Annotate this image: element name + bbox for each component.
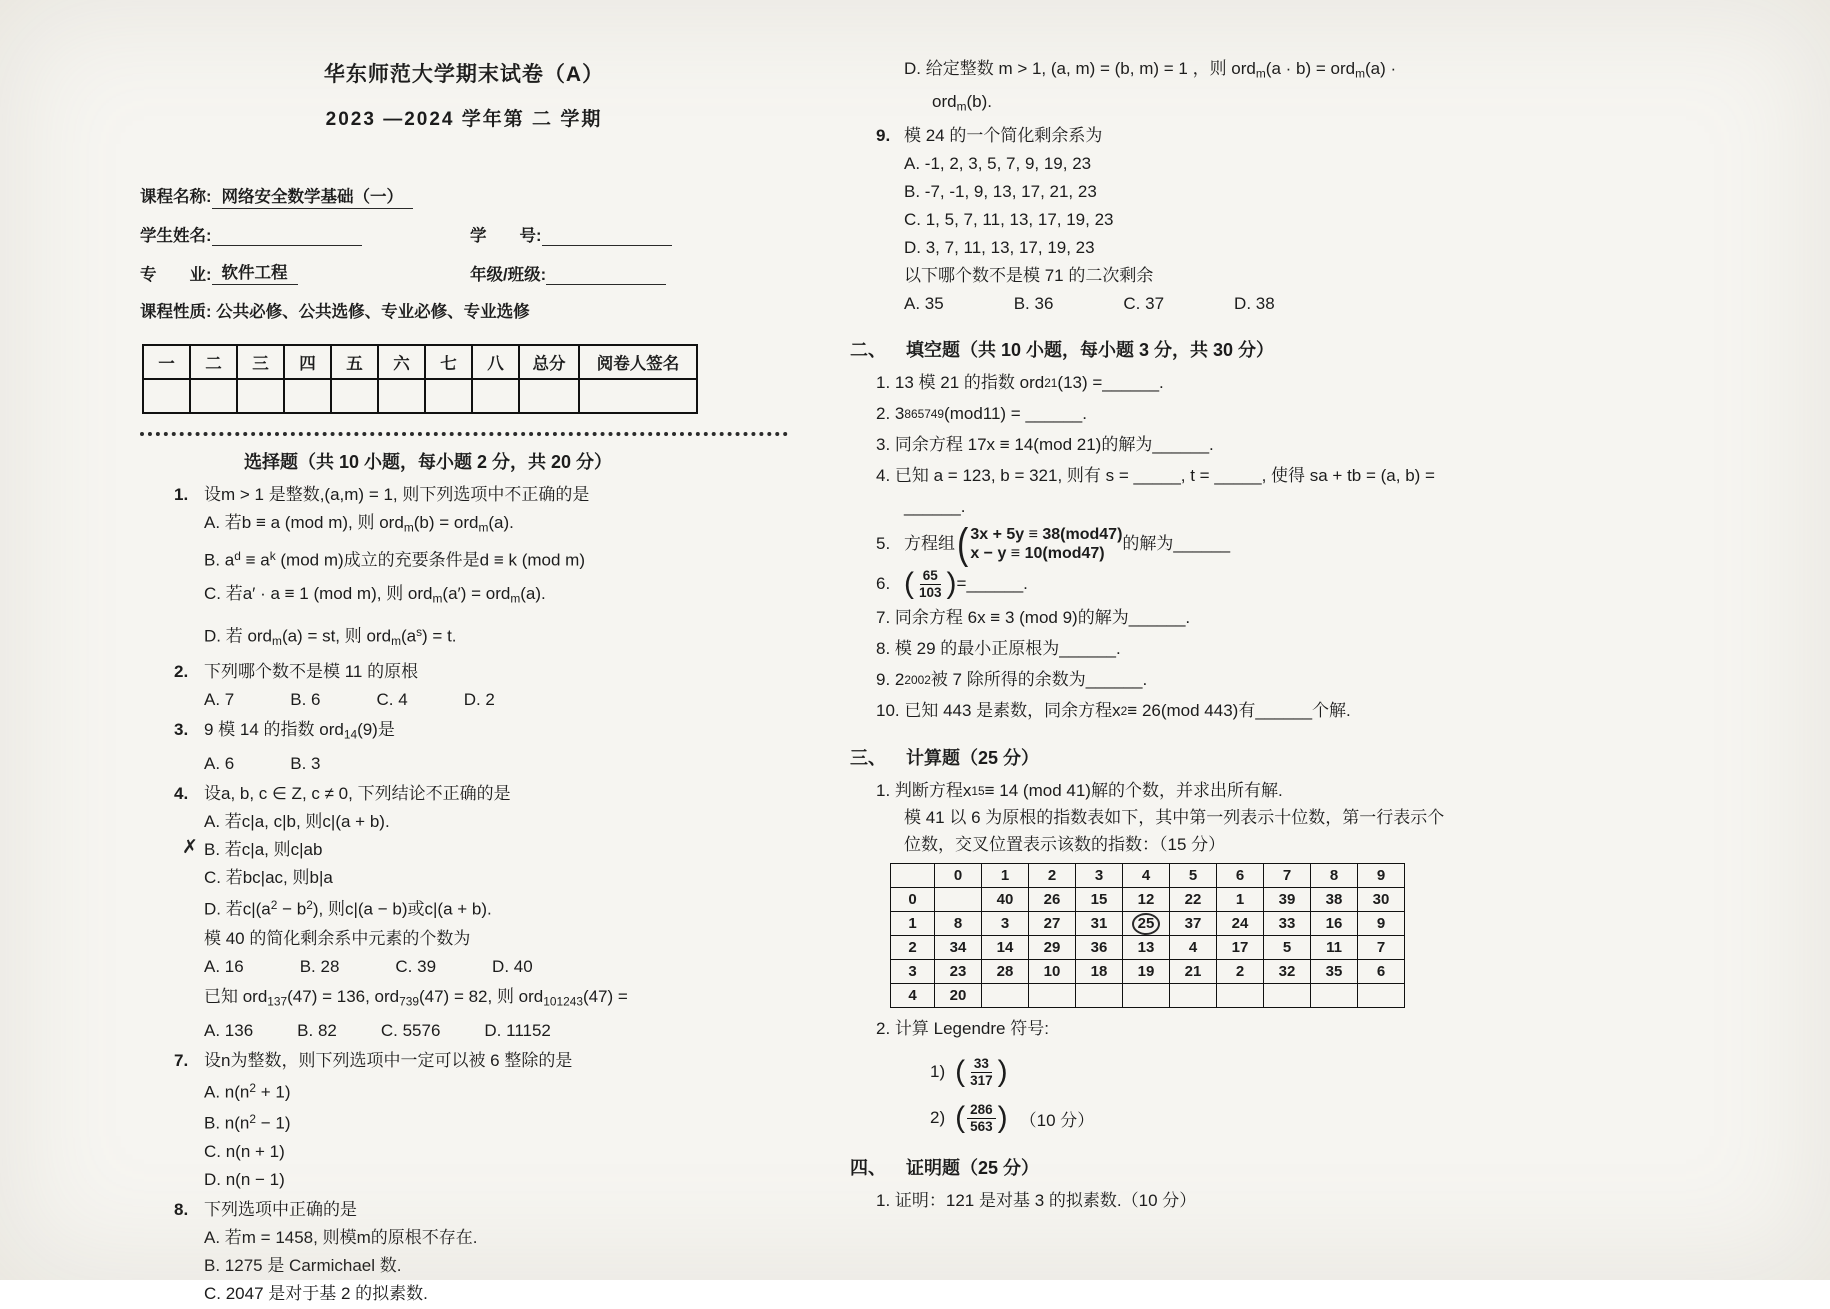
option-inline: C. 5576: [380, 1020, 441, 1040]
table-row: [891, 912, 1405, 936]
mcq-q8-option-d-line1: D. 给定整数 m > 1, (a, m) = (b, m) = 1 ，则 ord$_m$(a · b) = ord$_m$(a) ·: [904, 59, 1397, 81]
table-cell: 10: [1029, 960, 1076, 984]
table-cell: 4: [891, 984, 935, 1008]
comp-item-1-line1: 1. 判断方程x 15 ≡ 14 (mod 41)解的个数，并求出所有解.: [876, 781, 1283, 801]
question-stem: 9 模 14 的指数 ord$_{14}$(9)是: [204, 720, 395, 742]
option-line: B. $a^d \equiv a^k$ (mod m)成立的充要条件是d ≡ k (mod m): [204, 548, 585, 569]
table-row: [891, 864, 1405, 888]
left-column: [140, 58, 788, 1309]
table-cell: 2: [1029, 864, 1076, 888]
question-number: 8.: [174, 1199, 189, 1219]
table-cell: 3: [891, 960, 935, 984]
student-row: [140, 222, 788, 246]
table-cell: 2: [1217, 960, 1264, 984]
fraction-numerator: 286: [967, 1102, 996, 1119]
table-cell: 7: [1358, 936, 1405, 960]
table-cell: 1: [1217, 888, 1264, 912]
question-number: 9.: [876, 126, 891, 146]
fib-item-9: 9. 2 2002 被 7 除所得的余数为______.: [876, 670, 1148, 690]
comp-section-header: [850, 744, 1584, 770]
table-cell: 19: [1123, 960, 1170, 984]
major-field: [140, 259, 470, 285]
table-cell: [1029, 984, 1076, 1008]
table-cell: 11: [1311, 936, 1358, 960]
table-cell: 16: [1311, 912, 1358, 936]
section-title: 填空题（共 10 小题，每小题 3 分，共 30 分）: [906, 340, 1275, 361]
table-row: [891, 960, 1405, 984]
exam-title: 华东师范大学期末试卷（A）: [323, 63, 605, 86]
fib-item-5-prefix: 方程组: [904, 534, 955, 554]
question-stem: 模 24 的一个简化剩余系为: [904, 126, 1103, 146]
option-line: D. 3, 7, 11, 13, 17, 19, 23: [904, 238, 1095, 258]
option-line: D. 若 ord$_m$(a) = st, 则 $ord_m(a^s) = t$.: [204, 625, 457, 649]
option-inline: B. 3: [290, 753, 321, 773]
table-cell: 17: [1217, 936, 1264, 960]
table-cell: 35: [1311, 960, 1358, 984]
table-cell: 1: [891, 912, 935, 936]
option-text: B. 若c|a, 则c|ab: [204, 839, 323, 859]
index-table: [890, 863, 1405, 1008]
table-cell: [1123, 984, 1170, 1008]
table-cell: 18: [1076, 960, 1123, 984]
table-cell: 9: [1358, 864, 1405, 888]
student-id-label: 学 号:: [470, 227, 542, 245]
legendre-1-label: 1): [930, 1062, 946, 1082]
legendre-2-points: （10 分）: [1019, 1110, 1095, 1130]
mcq-q9-stem-row: [848, 123, 1584, 149]
student-name-field: [140, 222, 470, 246]
table-cell: 28: [982, 960, 1029, 984]
table-cell: 三: [237, 345, 284, 379]
table-cell: 3: [1076, 864, 1123, 888]
grade-label: 年级/班级:: [470, 266, 547, 284]
table-cell: 38: [1311, 888, 1358, 912]
item-number: 5.: [876, 534, 891, 554]
table-cell: 27: [1029, 912, 1076, 936]
mcq-q1-options: [204, 510, 788, 654]
question-number: 2.: [174, 662, 189, 682]
table-cell: 32: [1264, 960, 1311, 984]
option-line: B. 1275 是 Carmichael 数.: [204, 1255, 402, 1275]
table-cell: 6: [1217, 864, 1264, 888]
table-cell: 一: [143, 345, 190, 379]
table-row: [143, 345, 697, 379]
legendre-2-label: 2): [930, 1108, 946, 1128]
table-cell: [472, 379, 519, 413]
question-stem: 下列哪个数不是模 11 的原根: [204, 662, 419, 682]
item-number: 6.: [876, 574, 891, 594]
option-inline: A. 16: [204, 957, 244, 977]
section-number: 二、: [850, 340, 886, 361]
fib-item-7: 7. 同余方程 6x ≡ 3 (mod 9)的解为______.: [876, 608, 1191, 628]
table-cell: 36: [1076, 936, 1123, 960]
option-line: A. 若b ≡ a (mod m), 则 ord$_m$(b) = ord$_m$(a).: [204, 513, 514, 535]
section-title: 计算题（25 分）: [906, 748, 1040, 769]
table-cell: 七: [425, 345, 472, 379]
left-paren: (: [904, 567, 914, 601]
student-name-blank: [212, 227, 362, 246]
option-line: B. $n(n^2 - 1)$: [204, 1112, 291, 1133]
question-stem: 设m > 1 是整数,(a,m) = 1, 则下列选项中不正确的是: [204, 485, 590, 504]
proof-section-header: [850, 1154, 1584, 1180]
equation-1: 3x + 5y ≡ 38(mod47): [970, 526, 1123, 544]
option-inline: D. 40: [492, 957, 533, 977]
section-number: 三、: [850, 748, 886, 769]
right-column: [848, 56, 1584, 1219]
mcq-q3-options: [204, 751, 788, 776]
option-inline: B. 36: [1013, 294, 1054, 314]
student-id-blank: [542, 227, 672, 246]
table-cell: [237, 379, 284, 413]
legendre-symbol-fraction: [967, 1102, 996, 1134]
mcq-q6-options: [204, 1018, 788, 1043]
dotted-separator: [140, 432, 788, 436]
table-cell: 五: [331, 345, 378, 379]
mcq-q8-option-d-line2: ord$_m$(b).: [932, 91, 992, 114]
fib-section-header: [850, 336, 1584, 362]
table-cell: [519, 379, 579, 413]
table-cell: [891, 864, 935, 888]
fib-item-6: [848, 568, 1584, 600]
course-name-value: 网络安全数学基础（一）: [212, 183, 414, 209]
major-row: [140, 259, 788, 285]
option-inline: C. 4: [376, 690, 408, 710]
option-line: C. 若a′ · a ≡ 1 (mod m), 则 ord$_m$(a′) = ord$_m$(a).: [204, 583, 546, 606]
option-inline: A. 7: [204, 690, 235, 710]
table-cell: [331, 379, 378, 413]
major-value: 软件工程: [212, 259, 298, 285]
table-cell: 5: [1170, 864, 1217, 888]
mcq-q4-options: [182, 809, 788, 921]
fib-item-8: 8. 模 29 的最小正原根为______.: [876, 639, 1121, 659]
mcq-q5-stem-row: [140, 926, 788, 951]
table-cell: 8: [935, 912, 982, 936]
option-inline: D. 38: [1234, 294, 1275, 314]
fib-item-5-suffix: 的解为______: [1122, 534, 1231, 554]
table-cell: 22: [1170, 888, 1217, 912]
mcq-q4-stem-row: [140, 781, 788, 806]
table-cell: [1217, 984, 1264, 1008]
option-inline: A. 6: [204, 753, 235, 773]
table-row: [891, 984, 1405, 1008]
question-stem: 已知 ord$_{137}$(47) = 136, ord$_{739}$(47) = 82, 则 ord$_{101243}$(47) =: [204, 987, 628, 1009]
mcq-q6-stem-row: [140, 984, 788, 1015]
table-row: [891, 936, 1405, 960]
table-cell: 21: [1170, 960, 1217, 984]
legendre-item-2: [848, 1102, 1584, 1134]
mcq-q2-options: [204, 687, 788, 712]
fib-item-5: [848, 520, 1584, 568]
mcq-q10-options: [904, 291, 1584, 316]
table-cell: [378, 379, 425, 413]
table-cell: 26: [1029, 888, 1076, 912]
table-cell: 八: [472, 345, 519, 379]
option-line: C. 2047 是对于基 2 的拟素数.: [204, 1283, 428, 1303]
table-cell: [425, 379, 472, 413]
table-cell: 总分: [519, 345, 579, 379]
table-cell: [1264, 984, 1311, 1008]
fib-item-1: 1. 13 模 21 的指数 ord 21 (13) =______.: [876, 373, 1164, 393]
fraction-denominator: 563: [970, 1118, 993, 1134]
table-cell: 8: [1311, 864, 1358, 888]
table-cell: 四: [284, 345, 331, 379]
legendre-symbol-fraction: [967, 1056, 996, 1088]
mcq-q8-options: [204, 1225, 788, 1306]
table-cell: [935, 888, 982, 912]
table-row: [143, 379, 697, 413]
equation-2: x − y ≡ 10(mod47): [970, 545, 1105, 563]
mcq-q5-options: [204, 954, 788, 979]
fib-item-4-line1: 4. 已知 a = 123, b = 321, 则有 s = _____, t = _____, 使得 sa + tb = (a, b) =: [876, 466, 1435, 486]
table-cell: 23: [935, 960, 982, 984]
option-line: C. 1, 5, 7, 11, 13, 17, 19, 23: [904, 210, 1114, 230]
option-line: A. 若c|a, c|b, 则c|(a + b).: [204, 811, 390, 831]
table-cell: 15: [1076, 888, 1123, 912]
option-inline: C. 39: [395, 957, 437, 977]
table-cell: 4: [1170, 936, 1217, 960]
table-cell: [1123, 912, 1170, 936]
table-cell: 3: [982, 912, 1029, 936]
option-inline: B. 28: [299, 957, 340, 977]
grade-blank: [546, 266, 666, 285]
legendre-item-1: [848, 1056, 1584, 1088]
mcq-q1-stem-row: [140, 482, 788, 507]
comp-item-2-label: 2. 计算 Legendre 符号:: [876, 1019, 1049, 1039]
table-cell: 12: [1123, 888, 1170, 912]
mcq-q7-stem-row: [140, 1048, 788, 1073]
fib-item-3: 3. 同余方程 17x ≡ 14(mod 21)的解为______.: [876, 435, 1214, 455]
major-label: 专 业:: [140, 266, 212, 284]
option-line: A. -1, 2, 3, 5, 7, 9, 19, 23: [904, 154, 1092, 174]
student-id-field: [470, 222, 672, 246]
table-cell: 24: [1217, 912, 1264, 936]
option-inline: D. 2: [463, 690, 495, 710]
table-cell: [982, 984, 1029, 1008]
fib-item-6-suffix: =______.: [956, 574, 1028, 594]
table-cell: 33: [1264, 912, 1311, 936]
option-line: A. $n(n^2 + 1)$: [204, 1080, 291, 1102]
table-cell: 阅卷人签名: [579, 345, 697, 379]
question-number: 1.: [174, 485, 189, 504]
table-cell: 20: [935, 984, 982, 1008]
left-paren: (: [955, 1101, 966, 1135]
option-inline: C. 37: [1123, 294, 1165, 314]
mcq-q7-options: [204, 1076, 788, 1192]
table-cell: 13: [1123, 936, 1170, 960]
fraction-denominator: 317: [970, 1072, 993, 1088]
course-nature-value: 公共必修、公共选修、专业必修、专业选修: [216, 303, 530, 321]
course-nature-label: 课程性质:: [140, 303, 212, 321]
table-cell: 39: [1264, 888, 1311, 912]
question-stem: 设a, b, c ∈ Z, c ≠ 0, 下列结论不正确的是: [204, 783, 511, 803]
mcq-section-title: 选择题（共 10 小题，每小题 2 分，共 20 分）: [244, 452, 613, 472]
table-cell: 30: [1358, 888, 1405, 912]
option-line: C. 若bc|ac, 则b|a: [204, 867, 333, 887]
table-cell: 2: [891, 936, 935, 960]
option-inline: D. 11152: [484, 1020, 551, 1040]
question-stem: 设n为整数，则下列选项中一定可以被 6 整除的是: [204, 1050, 573, 1070]
fib-item-4-line2: ______.: [904, 497, 966, 517]
circled-value: 25: [1132, 913, 1160, 935]
fib-item-10: 10. 已知 443 是素数，同余方程x 2 ≡ 26(mod 443)有______个解.: [876, 701, 1351, 721]
mcq-q9-options: [848, 151, 1584, 261]
section-number: 四、: [850, 1158, 886, 1179]
course-name-label: 课程名称:: [140, 188, 212, 206]
score-table: [142, 344, 698, 414]
jacobi-symbol-fraction: [916, 568, 945, 600]
right-paren: ): [946, 567, 957, 601]
table-cell: [1358, 984, 1405, 1008]
table-cell: 0: [891, 888, 935, 912]
option-line: C. n(n + 1): [204, 1141, 285, 1161]
option-inline: B. 82: [297, 1020, 337, 1040]
comp-item-1-line2: 模 41 以 6 为原根的指数表如下，其中第一列表示十位数，第一行表示个: [904, 808, 1445, 828]
comp-item-1-line3: 位数，交叉位置表示该数的指数：（15 分）: [904, 835, 1226, 855]
fraction-numerator: 33: [971, 1056, 992, 1073]
table-cell: [1170, 984, 1217, 1008]
equation-system: [970, 525, 1122, 563]
table-cell: [579, 379, 697, 413]
table-cell: 5: [1264, 936, 1311, 960]
mcq-q2-stem-row: [140, 659, 788, 684]
section-title: 证明题（25 分）: [906, 1158, 1040, 1179]
exam-term: 2023 —2024 学年第 二 学期: [325, 109, 603, 130]
table-cell: 31: [1076, 912, 1123, 936]
table-cell: [284, 379, 331, 413]
question-number: 3.: [174, 720, 189, 740]
right-paren: ): [997, 1101, 1008, 1135]
table-cell: [1076, 984, 1123, 1008]
option-line: A. 若m = 1458, 则模m的原根不存在.: [204, 1227, 478, 1247]
right-paren: ): [997, 1055, 1008, 1089]
student-name-label: 学生姓名:: [140, 227, 212, 245]
table-row: [891, 888, 1405, 912]
option-line: D. n(n − 1): [204, 1169, 285, 1189]
option-line: B. -7, -1, 9, 13, 17, 21, 23: [904, 182, 1097, 202]
table-cell: 二: [190, 345, 237, 379]
option-line: D. 若$c|(a^2 - b^2)$, 则c|(a − b)或c|(a + b).: [204, 897, 492, 919]
fib-item-2: 2. 3 865749 (mod11) = ______.: [876, 404, 1087, 424]
table-cell: [143, 379, 190, 413]
question-stem: 下列选项中正确的是: [204, 1199, 357, 1219]
mcq-q8-stem-row: [140, 1197, 788, 1222]
question-stem: 模 40 的简化剩余系中元素的个数为: [204, 929, 471, 949]
table-cell: 34: [935, 936, 982, 960]
question-number: 7.: [174, 1050, 189, 1070]
option-inline: A. 35: [904, 294, 944, 314]
table-cell: 4: [1123, 864, 1170, 888]
table-cell: 14: [982, 936, 1029, 960]
table-cell: [1311, 984, 1358, 1008]
table-cell: 7: [1264, 864, 1311, 888]
left-paren: (: [955, 1055, 966, 1089]
course-nature-row: [140, 298, 788, 322]
table-cell: 37: [1170, 912, 1217, 936]
fraction-numerator: 65: [920, 568, 941, 585]
table-cell: 1: [982, 864, 1029, 888]
table-cell: 29: [1029, 936, 1076, 960]
brace-glyph: (: [957, 520, 969, 568]
handwritten-x-mark: ✗: [182, 836, 198, 858]
fraction-denominator: 103: [919, 584, 942, 600]
grade-field: [470, 259, 666, 285]
table-cell: 0: [935, 864, 982, 888]
mcq-q10-stem: 以下哪个数不是模 71 的二次剩余: [904, 266, 1154, 286]
table-cell: 六: [378, 345, 425, 379]
question-number: 4.: [174, 783, 189, 803]
proof-item-1: 1. 证明：121 是对基 3 的拟素数.（10 分）: [876, 1191, 1197, 1211]
option-inline: B. 6: [290, 690, 321, 710]
option-inline: A. 136: [204, 1020, 254, 1040]
mcq-q3-stem-row: [140, 717, 788, 748]
table-cell: 40: [982, 888, 1029, 912]
option-line: [182, 836, 788, 862]
table-cell: 9: [1358, 912, 1405, 936]
table-cell: 6: [1358, 960, 1405, 984]
table-cell: [190, 379, 237, 413]
course-name-row: [140, 183, 788, 209]
